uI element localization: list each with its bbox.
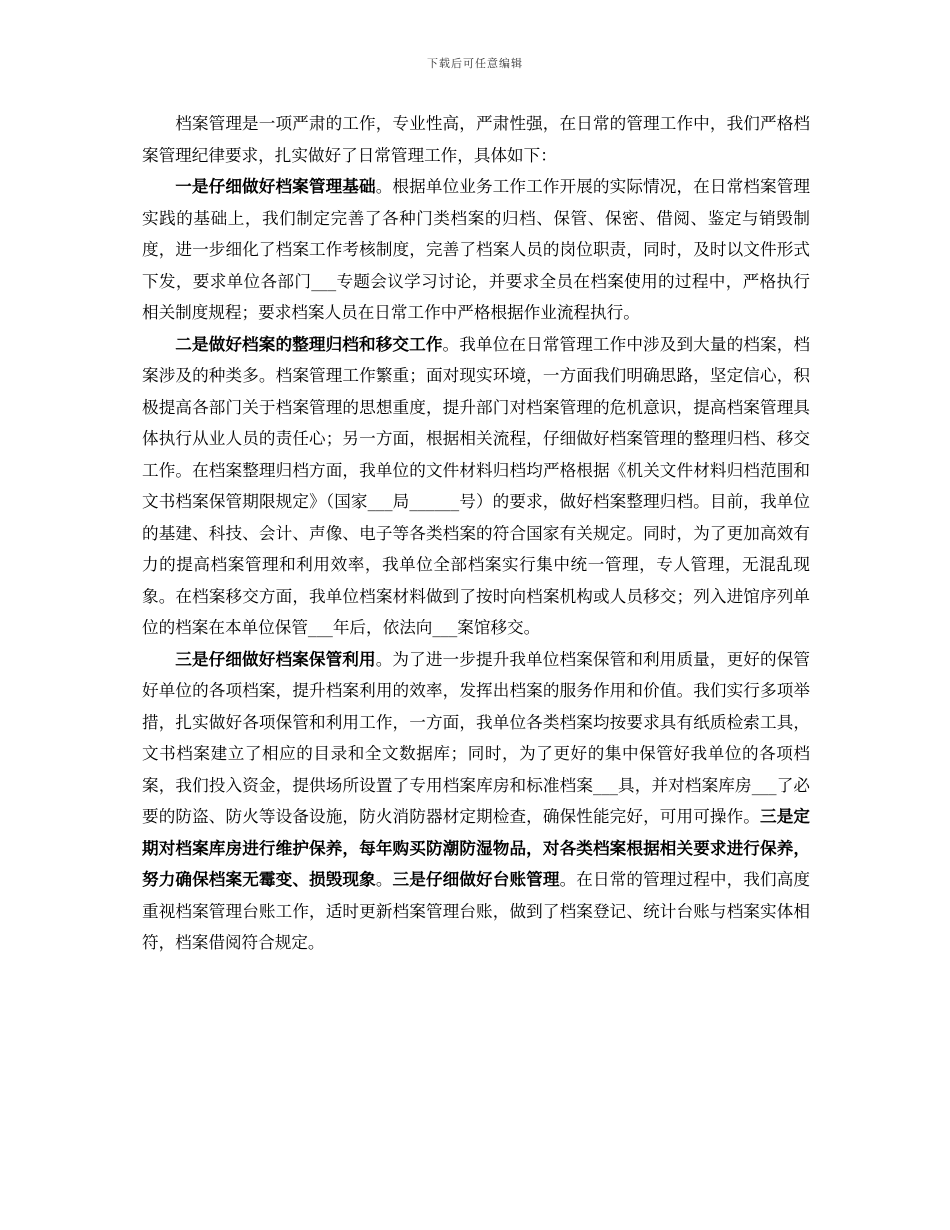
section-3-heading-2: 三是定期对档案库房进行维护保养，每年购买防潮防湿物品，对各类档案根据相关要求进行保养，努力确保档案无霉变、损毁现象 [142,807,810,889]
section-2-body: 。我单位在日常管理工作中涉及到大量的档案，档案涉及的种类多。档案管理工作繁重；面对现实环境，一方面我们明确思路，坚定信心，积极提高各部门关于档案管理的思想重度，提升部门对档案管理的危机意识，提高档案管理具体执行从业人员的责任心；另一方面，根据相关流程，仔细做好档案管理的整理归档、移交工作。在档案整理归档方面，我单位的文件材料归档均严格根据《机关文件材料归档范围和文书档案保管期限规定》（国家___局______号）的要求，做好档案整理归档。目前，我单位的基建、科技、会计、声像、电子等各类档案的符合国家有关规定。同时，为了更加高效有力的提高档案管理和利用效率，我单位全部档案实行集中统一管理，专人管理，无混乱现象。在档案移交方面，我单位档案材料做到了按时向档案机构或人员移交；列入进馆序列单位的档案在本单位保管___年后，依法向___案馆移交。 [142,334,811,637]
document-body [142,108,810,959]
section-2-paragraph [142,329,810,644]
section-3-body-2: 。在日常的管理过程中，我们高度重视档案管理台账工作，适时更新档案管理台账，做到了档案登记、统计台账与档案实体相符，档案借阅符合规定。 [142,870,811,952]
section-1-body: 。根据单位业务工作工作开展的实际情况，在日常档案管理实践的基础上，我们制定完善了各种门类档案的归档、保管、保密、借阅、鉴定与销毁制度，进一步细化了档案工作考核制度，完善了档案人员的岗位职责，同时，及时以文件形式下发，要求单位各部门___专题会议学习讨论，并要求全员在档案使用的过程中，严格执行相关制度规程；要求档案人员在日常工作中严格根据作业流程执行。 [142,177,811,322]
section-2-heading: 二是做好档案的整理归档和移交工作 [175,334,443,354]
section-3-paragraph [142,644,810,959]
section-1-paragraph [142,171,810,329]
section-3-heading: 三是仔细做好档案保管利用 [175,649,376,669]
section-3-separator: 。 [375,870,393,889]
section-3-body: 。为了进一步提升我单位档案保管和利用质量，更好的保管好单位的各项档案，提升档案利用的效率，发挥出档案的服务作用和价值。我们实行多项举措，扎实做好各项保管和利用工作，一方面，我单位各类档案均按要求具有纸质检索工具，文书档案建立了相应的目录和全文数据库；同时，为了更好的集中保管好我单位的各项档案，我们投入资金，提供场所设置了专用档案库房和标准档案___具，并对档案库房___了必要的防盗、防火等设备设施，防火消防器材定期检查，确保性能完好，可用可操作。 [142,649,811,826]
section-1-heading: 一是仔细做好档案管理基础 [175,177,376,196]
page-header: 下载后可任意编辑 [427,57,523,70]
section-3-heading-3: 三是仔细做好台账管理 [392,870,560,889]
intro-paragraph: 档案管理是一项严肃的工作，专业性高，严肃性强，在日常的管理工作中，我们严格档案管理纪律要求，扎实做好了日常管理工作，具体如下： [142,114,810,165]
